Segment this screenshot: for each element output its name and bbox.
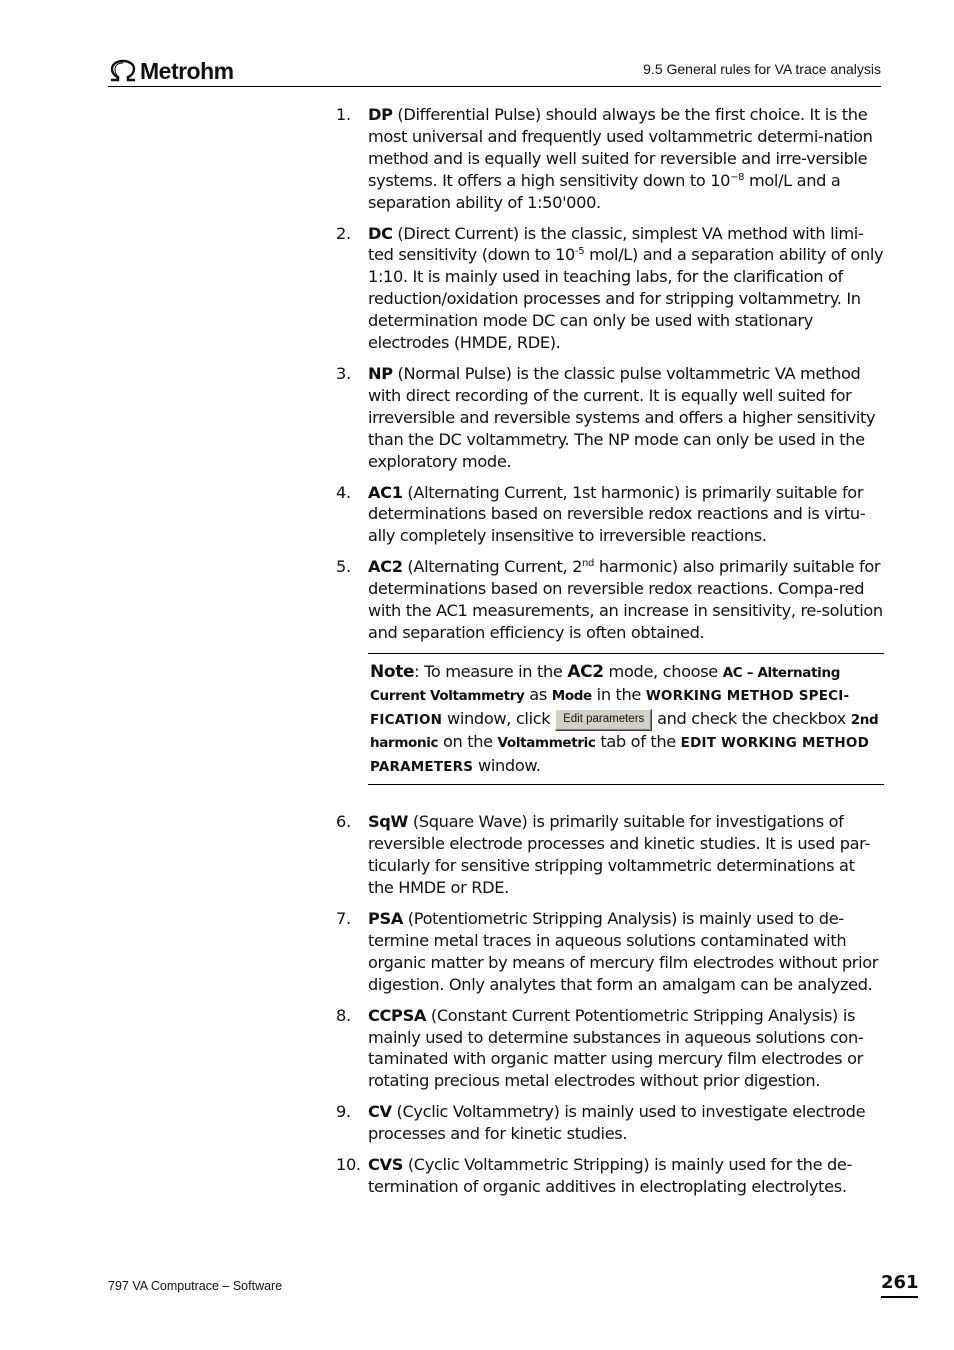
item-body: (Potentiometric Stripping Analysis) is mainly used to de-termine metal traces in aqueous solutions contaminated with organic matter by means of mercury film electrodes without prior digestion. Only analytes that form an amalgam can be analyzed. <box>368 908 879 994</box>
item-body: (Direct Current) is the classic, simplest VA method with limi-ted sensitivity (down to 10 <box>368 223 864 265</box>
item-text <box>368 556 884 644</box>
item-text <box>368 223 884 354</box>
ordinal-suffix: nd <box>582 558 595 570</box>
item-number: 10. <box>336 1155 361 1175</box>
method-term: DP <box>368 105 393 124</box>
note-text: tab of the <box>595 732 681 752</box>
item-body-cont: harmonic) also primarily suitable for determinations based on reversible redox reactions. Compa-red with the AC1 measurements, an increase in sensitivity, re-solution and separation efficiency is often obtained. <box>368 557 883 642</box>
item-number: 2. <box>336 223 351 243</box>
item-number: 4. <box>336 482 351 502</box>
note-text: window. <box>473 755 541 775</box>
method-term: NP <box>368 363 393 383</box>
item-text <box>368 908 884 996</box>
method-term: DC <box>368 223 393 243</box>
item-number: 3. <box>336 363 351 383</box>
item-number: 7. <box>336 908 351 928</box>
item-text <box>368 1101 884 1145</box>
item-number: 6. <box>336 812 351 832</box>
note-text: on the <box>438 732 498 752</box>
list-item <box>336 1101 884 1145</box>
note-box <box>368 653 884 786</box>
item-text <box>368 1005 884 1093</box>
note-label: Note <box>370 661 415 682</box>
item-number: 5. <box>336 557 351 577</box>
item-number: 8. <box>336 1005 351 1025</box>
item-text <box>368 811 884 899</box>
method-list <box>336 104 884 1207</box>
item-body: (Cyclic Voltammetry) is mainly used to investigate electrode processes and for kinetic studies. <box>368 1102 866 1144</box>
note-checkbox-name: 2nd harmonic <box>370 711 879 752</box>
omega-logo-icon <box>108 59 138 83</box>
list-item <box>336 556 884 644</box>
footer-product-name: 797 VA Computrace – Software <box>108 1279 283 1293</box>
metrohm-logo <box>108 58 234 84</box>
list-item <box>336 363 884 473</box>
note-text: and check the checkbox <box>652 708 851 728</box>
item-body: (Alternating Current, 1st harmonic) is primarily suitable for determinations based on reversible redox reactions and is virtu-ally completely insensitive to irreversible reactions. <box>368 482 866 546</box>
list-item <box>336 1005 884 1093</box>
method-term: CVS <box>368 1155 404 1175</box>
item-text <box>368 482 884 548</box>
item-body: (Normal Pulse) is the classic pulse voltammetric VA method with direct recording of the current. It is equally well suited for irreversible and reversible systems and offers a higher sensitivity than the DC voltammetry. The NP mode can only be used in the exploratory mode. <box>368 363 876 471</box>
note-option: AC – Alternating Current Voltammetry <box>370 664 841 705</box>
note-field: Mode <box>551 688 592 705</box>
item-number: 1. <box>336 105 351 124</box>
item-body: (Cyclic Voltammetric Stripping) is mainly used for the de-termination of organic additives in electroplating electrolytes. <box>368 1155 853 1196</box>
item-body: (Constant Current Potentiometric Stripping Analysis) is mainly used to determine substances in aqueous solutions con-taminated with organic matter using mercury film electrodes or rotating precious metal electrodes without prior digestion. <box>368 1005 864 1091</box>
note-window-name: EDIT WORKING METHOD PARAMETERS <box>370 735 869 775</box>
note-window-name: WORKING METHOD SPECI-FICATION <box>370 688 850 728</box>
list-item <box>336 1154 884 1198</box>
method-term: SqW <box>368 812 409 832</box>
exponent: -5 <box>575 246 585 258</box>
note-text: mode, choose <box>603 661 723 681</box>
list-item <box>336 908 884 996</box>
note-text: as <box>524 685 552 705</box>
item-body-cont: mol/L and a separation ability of 1:50'000. <box>368 170 841 212</box>
method-term: CCPSA <box>368 1005 427 1025</box>
item-text <box>368 104 884 214</box>
note-tab-name: Voltammetric <box>497 735 596 752</box>
page-number-underline <box>881 1296 918 1298</box>
note-text: window, click <box>442 708 556 728</box>
item-text <box>368 1154 884 1198</box>
item-body-cont: mol/L) and a separation ability of only 1:10. It is mainly used in teaching labs, for the clarification of reduction/oxidation processes and for stripping voltammetry. In determination mode DC can only be used with stationary electrodes (HMDE, RDE). <box>368 245 884 353</box>
list-item <box>336 104 884 214</box>
note-mode-name: AC2 <box>567 661 604 682</box>
item-body: (Alternating Current, 2 <box>402 557 583 577</box>
method-term: AC1 <box>368 482 403 502</box>
item-body: (Differential Pulse) should always be the first choice. It is the most universal and frequently used voltammetric determi-nation method and is equally well suited for reversible and irre-versible systems. It offers a high sensitivity down to 10 <box>368 105 873 190</box>
section-title: 9.5 General rules for VA trace analysis <box>643 61 881 77</box>
header-divider <box>108 86 881 87</box>
exponent: −8 <box>730 171 745 183</box>
brand-name: Metrohm <box>140 57 234 84</box>
list-item <box>336 223 884 354</box>
item-body: (Square Wave) is primarily suitable for investigations of reversible electrode processes and kinetic studies. It is used par-ticularly for sensitive stripping voltammetric determinations at the HMDE or RDE. <box>368 812 870 898</box>
list-item <box>336 811 884 899</box>
method-term: PSA <box>368 908 404 928</box>
method-term: AC2 <box>368 557 403 577</box>
list-item <box>336 482 884 548</box>
item-number: 9. <box>336 1102 351 1122</box>
note-text: : To measure in the <box>414 661 568 681</box>
note-text: in the <box>591 685 646 705</box>
edit-parameters-button[interactable]: Edit parameters <box>555 709 652 731</box>
page-number: 261 <box>881 1272 919 1293</box>
item-text <box>368 363 884 473</box>
method-term: CV <box>368 1102 392 1122</box>
